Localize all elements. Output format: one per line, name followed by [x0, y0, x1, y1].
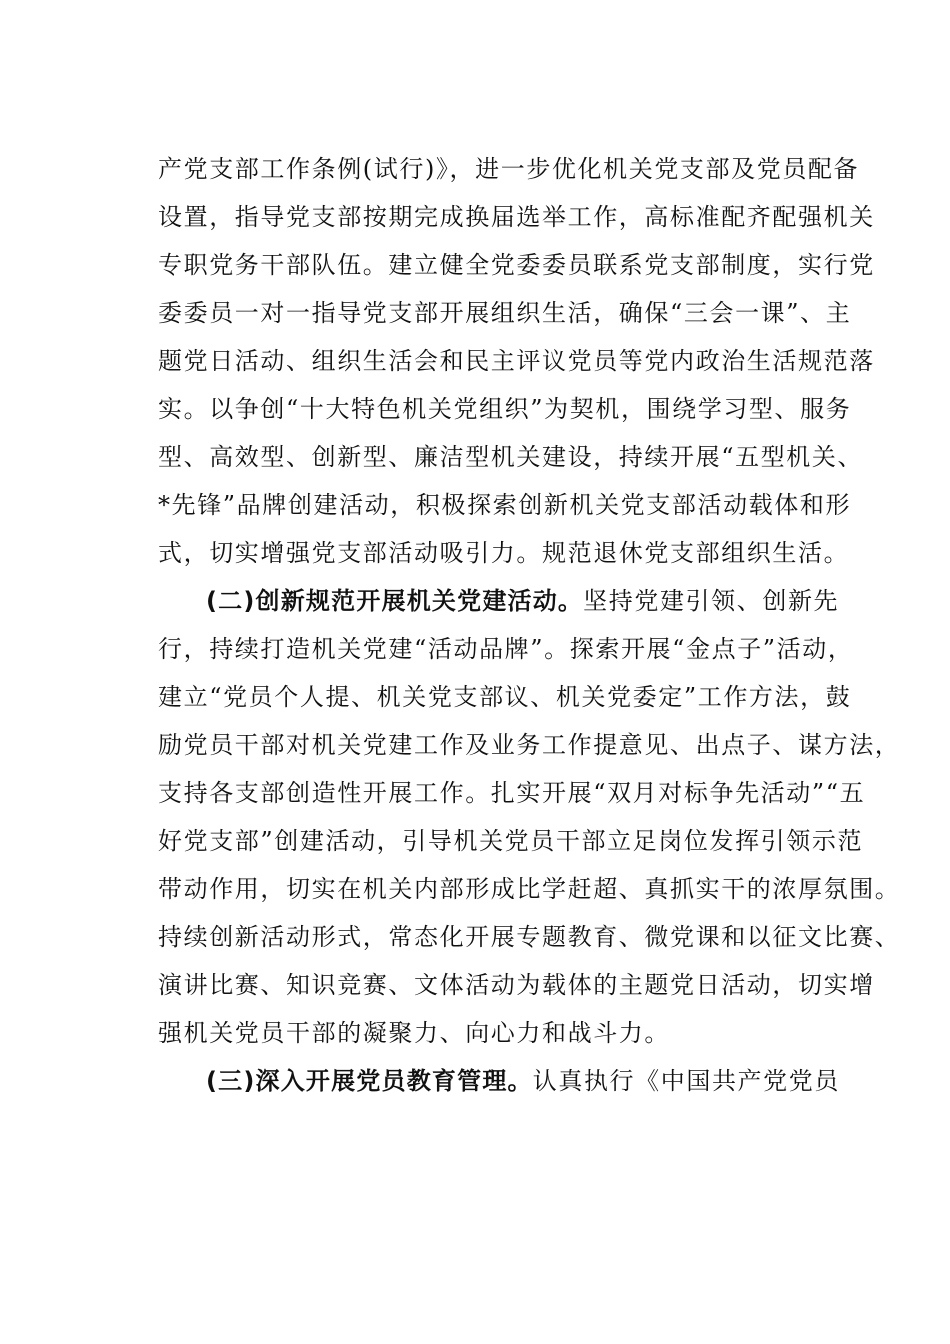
paragraph-line: 题党日活动、组织生活会和民主评议党员等党内政治生活规范落 [158, 347, 875, 375]
paragraph-line: 好党支部”创建活动，引导机关党员干部立足岗位发挥引领示范 [158, 827, 864, 855]
paragraph-line: 设置，指导党支部按期完成换届选举工作，高标准配齐配强机关 [158, 203, 875, 231]
section-2-heading: (二)创新规范开展机关党建活动。 [206, 587, 584, 615]
section-2-first-line-text: 坚持党建引领、创新先 [583, 587, 840, 615]
paragraph-line: 实。以争创“十大特色机关党组织”为契机，围绕学习型、服务 [158, 395, 852, 423]
paragraph-line: 演讲比赛、知识竞赛、文体活动为载体的主题党日活动，切实增 [158, 971, 875, 999]
section-3-first-line-text: 认真执行《中国共产党党员 [532, 1067, 840, 1095]
paragraph-line: 产党支部工作条例(试行)》，进一步优化机关党支部及党员配备 [158, 155, 860, 183]
paragraph-line: 专职党务干部队伍。建立健全党委委员联系党支部制度，实行党 [158, 251, 875, 279]
paragraph-line: 行，持续打造机关党建“活动品牌”。探索开展“金点子”活动， [158, 635, 854, 663]
paragraph-line: 委委员一对一指导党支部开展组织生活，确保“三会一课”、主 [158, 299, 852, 327]
paragraph-line: 励党员干部对机关党建工作及业务工作提意见、出点子、谋方法， [158, 731, 901, 759]
paragraph-line: 强机关党员干部的凝聚力、向心力和战斗力。 [158, 1019, 670, 1047]
paragraph-line: 带动作用，切实在机关内部形成比学赶超、真抓实干的浓厚氛围。 [158, 875, 901, 903]
paragraph-line: 式，切实增强党支部活动吸引力。规范退休党支部组织生活。 [158, 539, 850, 567]
paragraph-line: *先锋”品牌创建活动，积极探索创新机关党支部活动载体和形 [158, 491, 852, 519]
paragraph-line: 建立“党员个人提、机关党支部议、机关党委定”工作方法，鼓 [158, 683, 852, 711]
section-3-heading: (三)深入开展党员教育管理。 [206, 1067, 533, 1095]
paragraph-line: 型、高效型、创新型、廉洁型机关建设，持续开展“五型机关、 [158, 443, 864, 471]
paragraph-line: 持续创新活动形式，常态化开展专题教育、微党课和以征文比赛、 [158, 923, 901, 951]
paragraph-line: 支持各支部创造性开展工作。扎实开展“双月对标争先活动”“五 [158, 779, 866, 807]
section-2-first-line [206, 583, 906, 619]
section-3-first-line [206, 1063, 906, 1099]
